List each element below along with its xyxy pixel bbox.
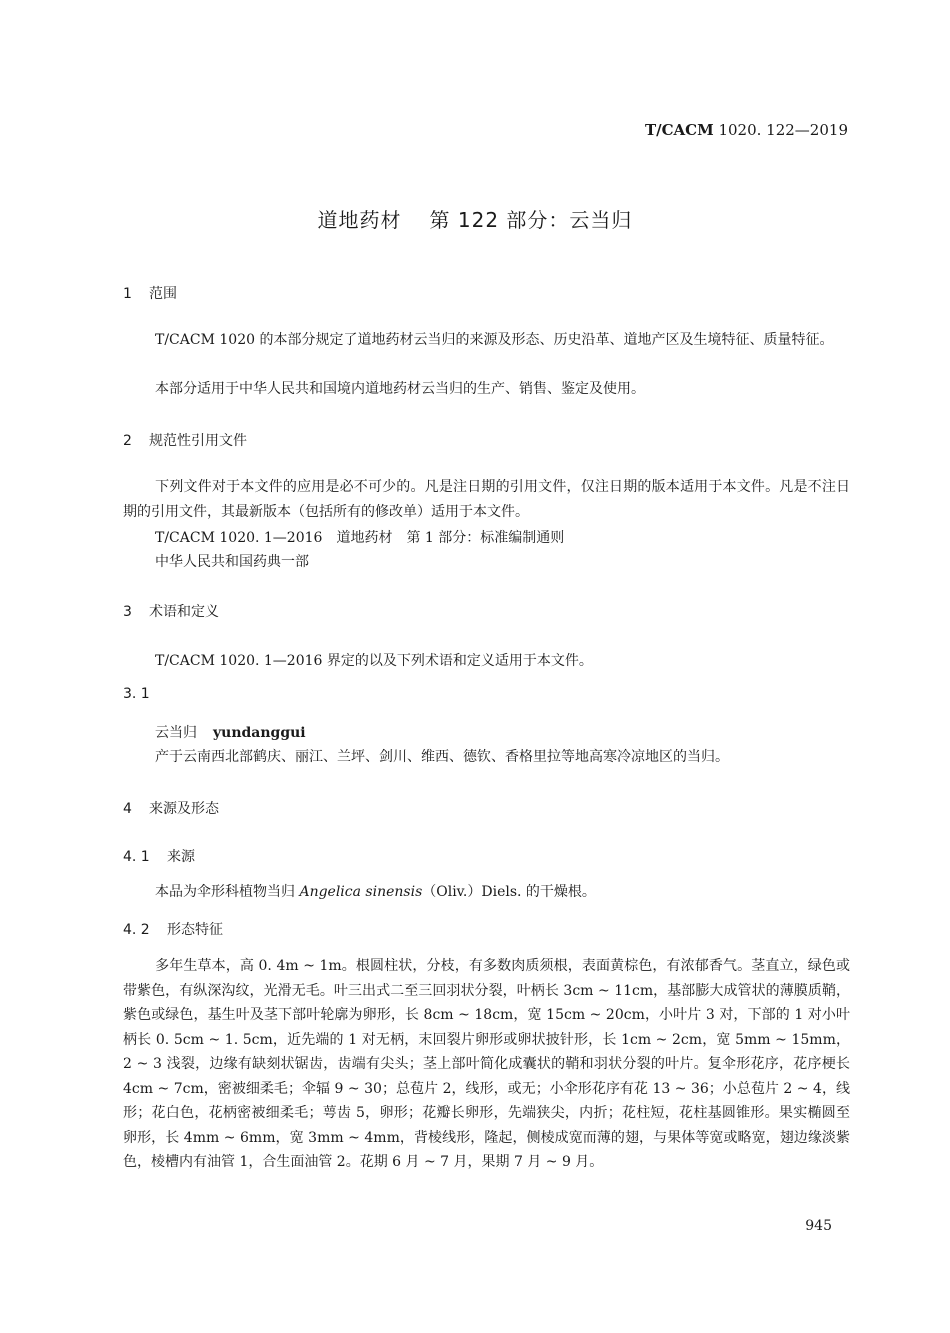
document-code — [645, 121, 848, 139]
reference-2: 中华人民共和国药典一部 — [155, 554, 309, 570]
section-number: 2 — [123, 433, 132, 449]
title-part-2: 第 122 部分：云当归 — [429, 208, 633, 232]
subsection-number: 4. 1 — [123, 849, 150, 865]
subsection-number: 4. 2 — [123, 922, 150, 938]
term-english: yundanggui — [213, 725, 306, 741]
section-number: 3 — [123, 604, 132, 620]
section-1-paragraph-2 — [123, 377, 850, 402]
section-3-heading — [123, 601, 219, 621]
paragraph-text: 多年生草本，高 0. 4m ~ 1m。根圆柱状，分枝，有多数肉质须根，表面黄棕色，有浓郁香气。茎直立，绿色或带紫色，有纵深沟纹，光滑无毛。叶三出式二至三回羽状分裂，叶柄长 3cm ~ 11cm，基部膨大成管状的薄膜质鞘，紫色或绿色，基生叶及茎下部叶轮廓为卵形，长 8cm ~ 18cm，宽 15cm ~ 20cm，小叶片 3 对，下部的 1 对小叶柄长 0. 5cm ~ 1. 5cm，近先端的 1 对无柄，末回裂片卵形或卵状披针形，长 1cm ~ 2cm，宽 5mm ~ 15mm，2 ~ 3 浅裂，边缘有缺刻状锯齿，齿端有尖头；茎上部叶简化成囊状的鞘和羽状分裂的叶片。复伞形花序，花序梗长 4cm ~ 7cm，密被细柔毛；伞辐 9 ~ 30；总苞片 2，线形，或无；小伞形花序有花 13 ~ 36；小总苞片 2 ~ 4，线形；花白色，花柄密被细柔毛；萼齿 5，卵形；花瓣长卵形，先端狭尖，内折；花柱短，花柱基圆锥形。果实椭圆至卵形，长 4mm ~ 6mm，宽 3mm ~ 4mm，背棱线形，隆起，侧棱成宽而薄的翅，与果体等宽或略宽，翅边缘淡紫色，棱槽内有油管 1，合生面油管 2。花期 6 月 ~ 7 月，果期 7 月 ~ 9 月。 — [123, 958, 850, 1170]
morphology-paragraph — [123, 954, 850, 1175]
section-title: 规范性引用文件 — [149, 433, 247, 449]
section-number: 1 — [123, 286, 132, 302]
term-entry — [155, 722, 306, 742]
page-title — [0, 204, 950, 233]
term-definition: 产于云南西北部鹤庆、丽江、兰坪、剑川、维西、德钦、香格里拉等地高寒冷凉地区的当归。 — [155, 749, 729, 765]
reference-1: T/CACM 1020. 1—2016 道地药材 第 1 部分：标准编制通则 — [155, 530, 565, 546]
subsection-4-2-heading — [123, 919, 223, 939]
subsection-title: 来源 — [167, 849, 195, 865]
subsection-3-1-number: 3. 1 — [123, 686, 150, 702]
section-title: 范围 — [149, 286, 177, 302]
paragraph-text: T/CACM 1020 的本部分规定了道地药材云当归的来源及形态、历史沿革、道地产区及生境特征、质量特征。 — [155, 332, 834, 348]
title-part-1: 道地药材 — [317, 208, 402, 232]
document-code-number: 1020. 122—2019 — [713, 121, 848, 139]
subsection-title: 形态特征 — [167, 922, 223, 938]
section-3-paragraph: T/CACM 1020. 1—2016 界定的以及下列术语和定义适用于本文件。 — [155, 653, 593, 669]
source-text-post: （Oliv.）Diels. 的干燥根。 — [422, 884, 596, 900]
section-title: 来源及形态 — [149, 801, 219, 817]
section-title: 术语和定义 — [149, 604, 219, 620]
section-1-heading — [123, 283, 177, 303]
latin-name: Angelica sinensis — [299, 884, 423, 900]
section-number: 4 — [123, 801, 132, 817]
section-4-heading — [123, 798, 219, 818]
paragraph-text: 本部分适用于中华人民共和国境内道地药材云当归的生产、销售、鉴定及使用。 — [155, 381, 645, 397]
section-1-paragraph-1 — [123, 328, 850, 353]
source-text-pre: 本品为伞形科植物当归 — [155, 884, 300, 900]
section-2-heading — [123, 430, 247, 450]
subsection-4-1-heading — [123, 846, 195, 866]
document-code-prefix: T/CACM — [644, 121, 714, 139]
source-paragraph — [155, 881, 596, 901]
paragraph-text: 下列文件对于本文件的应用是必不可少的。凡是注日期的引用文件，仅注日期的版本适用于本文件。凡是不注日期的引用文件，其最新版本（包括所有的修改单）适用于本文件。 — [123, 479, 850, 520]
term-chinese: 云当归 — [155, 725, 197, 741]
section-2-paragraph — [123, 475, 850, 524]
page-number: 945 — [805, 1218, 832, 1234]
